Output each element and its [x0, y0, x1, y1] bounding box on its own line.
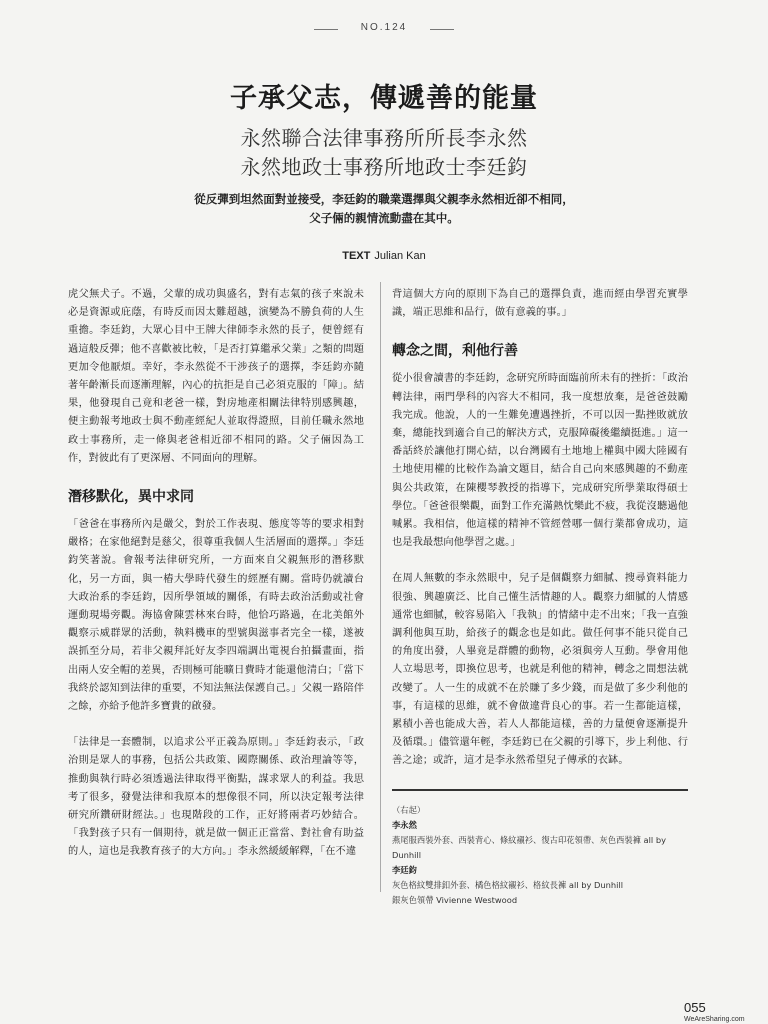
right-paragraph-2: 從小很會讀書的李廷鈞，念研究所時面臨前所未有的挫折：「政治轉法律，兩門學科的內容大不相同，我一度想放棄，是爸爸鼓勵我完成。他說，人的一生難免遭遇挫折，不可以因一點挫敗就放棄，總能找到適合自己的解決方式，克服障礙後繼續挺進。」這一番話終於讓他打開心結，以台灣國有土地地上權與中國大陸國有土地使用權的比較作為論文題目，結合自己向來感興趣的不動產與公共政策，在陳櫻琴教授的指導下，完成研究所學業取得碩士學位。「爸爸很樂觀，面對工作充滿熱忱樂此不疲，我從沒聽過他喊累。我相信，他這樣的精神不管經營哪一個行業都會成功，這也是我最想向他學習之處。」 — [392, 373, 688, 549]
lead-line-2: 父子倆的親情流動盡在其中。 — [309, 211, 459, 225]
caption-name-1: 李永然 — [392, 819, 417, 830]
issue-number: NO.124 — [360, 22, 408, 33]
caption-rule — [392, 789, 688, 791]
section-heading-1: 潛移默化，異中求同 — [68, 489, 194, 506]
right-paragraph-1: 背這個大方向的原則下為自己的選擇負責，進而經由學習充實學識，端正思維和品行，做有意義的事。」 — [392, 289, 688, 319]
caption-outfit-1: 燕尾服西裝外套、西裝背心、條紋襯衫、復古印花領帶、灰色西裝褲 all by Dunhill — [392, 834, 667, 860]
right-column — [392, 286, 688, 908]
site-url: WeAreSharing.com — [684, 1016, 745, 1023]
left-column — [68, 286, 364, 880]
subtitle-1: 永然聯合法律事務所所長李永然 — [240, 126, 528, 150]
column-divider — [380, 282, 381, 892]
article-title: 子承父志，傳遞善的能量 — [230, 83, 538, 114]
left-paragraph-3: 「法律是一套體制，以追求公平正義為原則。」李廷鈞表示，「政治則是眾人的事務，包括公共政策、國際關係、政治理論等等，推動與執行時必須透過法律取得平衡點，謀求眾人的利益。我思考了很多，發覺法律和我原本的想像很不同，所以決定報考法律研究所鑽研財經法。」也現階段的工作，正好將兩者巧妙結合。「我對孩子只有一個期待，就是做一個正正當當、對社會有助益的人，這也是我教育孩子的大方向。」李永然緩緩解釋，「在不違 — [68, 737, 364, 858]
caption-name-2: 李廷鈞 — [392, 864, 417, 875]
section-heading-2: 轉念之間，利他行善 — [392, 343, 518, 360]
byline — [0, 250, 768, 262]
right-paragraph-3: 在周人無數的李永然眼中，兒子是個觀察力細膩、搜尋資料能力很強、興趣廣泛、比自己懂生活情趣的人。觀察力細膩的人情感通常也細膩，較容易陷入「我執」的情緒中走不出來；「我一直強調利他與互助，給孩子的觀念也是如此。做任何事不能只從自己的角度出發，人畢竟是群體的動物，必須與旁人互動。學會用他人立場思考，即換位思考，也就是利他的精神，轉念之間想法就改變了。人一生的成就不在於賺了多少錢，而是做了多少利他的事，有這樣的思維，就不會做違背良心的事。若一生都能這樣，累積小善也能成大善，若人人都能這樣，善的力量便會逐漸提升及循環。」儘管還年輕，李廷鈞已在父親的引導下，步上利他、行善之途；或許，這才是李永然希望兒子傳承的衣缽。 — [392, 573, 688, 767]
left-paragraph-1: 虎父無犬子。不過，父輩的成功與盛名，對有志氣的孩子來說未必是資源或庇蔭，有時反而因太難超越，演變為不勝負荷的人生重擔。李廷鈞，大眾心目中王牌大律師李永然的長子，便曾經有過這般反彈；他不喜歡被比較，「是否打算繼承父業」之類的問題更加令他厭煩。幸好，李永然從不干涉孩子的選擇，李廷鈞亦隨著年齡漸長而逐漸理解，內心的抗拒是自己必須克服的「障」。結果，他發現自己竟和老爸一樣，對房地產相關法律特別感興趣，便主動報考地政士與不動產經紀人並取得證照，目前任職永然地政士事務所，走一條與老爸相近卻不相同的路。父子倆因為工作，對彼此有了更深層、不同面向的理解。 — [68, 289, 364, 464]
byline-name: Julian Kan — [374, 250, 426, 262]
lead-line-1: 從反彈到坦然面對並接受，李廷鈞的職業選擇與父親李永然相近卻不相同， — [194, 192, 574, 206]
left-paragraph-2: 「爸爸在事務所內是嚴父，對於工作表現、態度等等的要求相對嚴格；在家他絕對是慈父，很尊重我個人生活層面的選擇。」李廷鈞笑著說。會報考法律研究所，一方面來自父親無形的潛移默化，另一方面，與一樁大學時代發生的經歷有關。當時仍就讀台大政治系的李廷鈞，因所學領域的關係，有時去政治活動或社會運動現場旁觀。海協會陳雲林來台時，他恰巧路過，在北美館外觀察示威群眾的活動，執料機車的型號與滋事者完全一樣，遂被誤抓至分局，若非父親拜託好友李四端調出電視台拍攝畫面，指出兩人安全帽的差異，否則極可能曠日費時才能還他清白；「當下我終於認知到法律的重要，不知法無法保護自己。」父親一路陪伴之餘，亦給予他許多寶貴的啟發。 — [68, 519, 364, 713]
caption-outfit-3: 銀灰色領帶 Vivienne Westwood — [392, 894, 518, 905]
byline-label: TEXT — [342, 250, 371, 262]
issue-rule-right — [430, 29, 454, 30]
caption-order: （右起） — [392, 804, 426, 815]
subtitle-2: 永然地政士事務所地政士李廷鈞 — [240, 155, 528, 179]
caption-outfit-2: 灰色格紋雙排釦外套、橘色格紋襯衫、格紋長褲 all by Dunhill — [392, 879, 624, 890]
page-number: 055 — [684, 1000, 706, 1015]
